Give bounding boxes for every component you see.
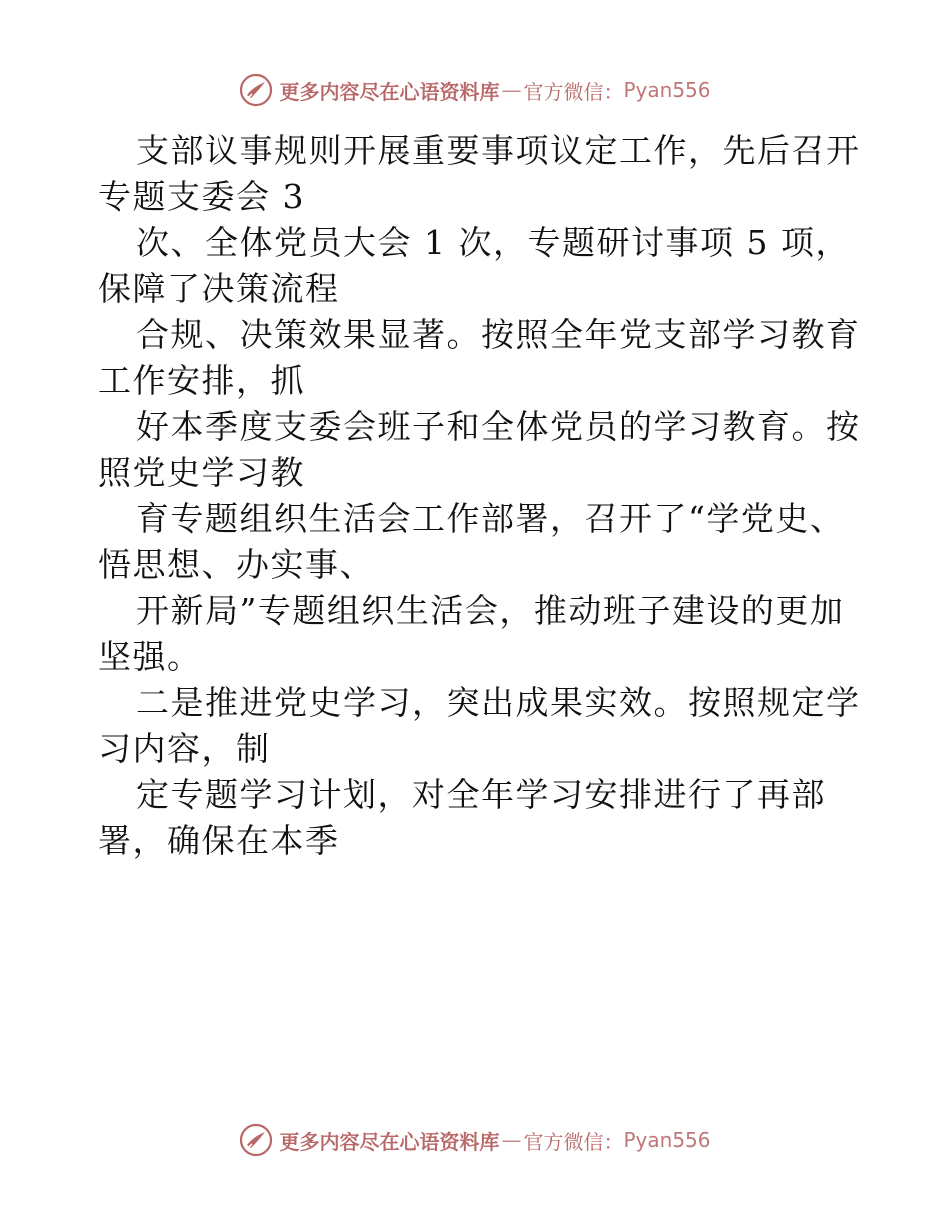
book-quill-logo-icon (239, 1123, 273, 1157)
footer-banner (0, 1120, 950, 1160)
body-line: 好本季度支委会班子和全体党员的学习教育。按 (136, 407, 861, 446)
footer-site-text: 更多内容尽在心语资料库 (279, 1129, 500, 1154)
book-quill-logo-icon (239, 73, 273, 107)
body-line: 工作安排，抓 (98, 361, 305, 400)
body-line: 定专题学习计划，对全年学习安排进行了再部 (136, 775, 826, 814)
header-separator: — (501, 78, 522, 102)
body-line: 习内容，制 (98, 729, 271, 768)
body-line: 支部议事规则开展重要事项议定工作，先后召开 (136, 131, 861, 170)
body-line: 二是推进党史学习，突出成果实效。按照规定学 (136, 683, 861, 722)
header-site-text: 更多内容尽在心语资料库 (279, 79, 500, 104)
body-line: 育专题组织生活会工作部署，召开了“学党史、 (136, 499, 845, 538)
document-body (98, 128, 861, 864)
body-line: 坚强。 (98, 637, 202, 676)
body-line: 开新局”专题组织生活会，推动班子建设的更加 (136, 591, 845, 630)
footer-wechat-id: Pyan556 (623, 1128, 711, 1152)
body-line: 合规、决策效果显著。按照全年党支部学习教育 (136, 315, 861, 354)
body-line: 悟思想、办实事、 (98, 545, 374, 584)
footer-separator: — (501, 1128, 522, 1152)
header-wechat-label: 官方微信： (523, 79, 624, 104)
body-line: 署，确保在本季 (98, 821, 340, 860)
header-banner (0, 70, 950, 110)
header-wechat-id: Pyan556 (623, 78, 711, 102)
body-line: 专题支委会 3 (98, 177, 305, 216)
footer-wechat-label: 官方微信： (523, 1129, 624, 1154)
body-line: 次、全体党员大会 1 次，专题研讨事项 5 项， (136, 223, 850, 262)
body-line: 照党史学习教 (98, 453, 305, 492)
body-line: 保障了决策流程 (98, 269, 340, 308)
